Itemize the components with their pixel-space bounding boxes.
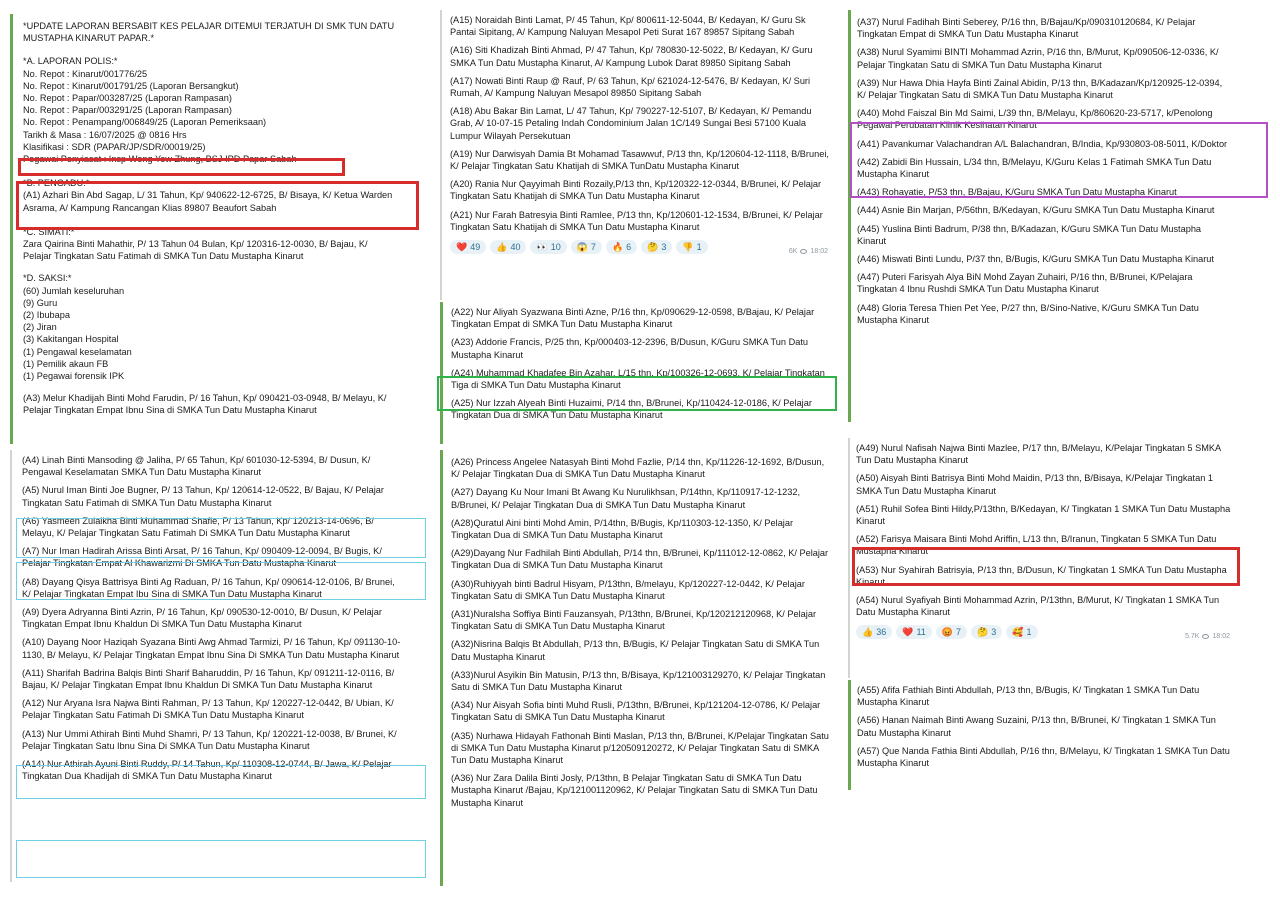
reaction-chip[interactable]: [641, 240, 672, 254]
witness-entry: (A8) Dayang Qisya Battrisya Binti Ag Raduan, P/ 16 Tahun, Kp/ 090614-12-0106, B/ Brunei, K/ Pelajar Tingkatan Empat Ibu Sina di SMKA Tun Datu Mustapha Kinarut: [22, 576, 395, 599]
section-police-reports: *A. LAPORAN POLIS:* No. Repot : Kinarut/001776/25 No. Repot : Kinarut/001791/25 (Laporan Bersangkut) No. Repot : Papar/003287/25 (Laporan Rampasan) No. Repot : Papar/003291/25 (Laporan Rampasan) No. Repot : Penampang/006849/25 (Laporan Pemeriksaan) Tarikh & Masa : 16/07/2025 @ 0816 Hrs Klasifikasi : SDR (PAPAR/JP/SDR/00019/25): [23, 56, 267, 152]
witness-entry: (A55) Afifa Fathiah Binti Abdullah, P/13 thn, B/Bugis, K/ Tingkatan 1 SMKA Tun Datu Mustapha Kinarut: [857, 685, 1200, 708]
reaction-chip[interactable]: [530, 240, 566, 254]
reactions-bar: [450, 239, 830, 255]
witness-entry: (A26) Princess Angelee Natasyah Binti Mohd Fazlie, P/14 thn, Kp/11226-12-1692, B/Dusun, K/ Pelajar Tingkatan Dua di SMKA Tun Datu Mustapha Kinarut: [451, 457, 825, 480]
reaction-chip[interactable]: [571, 240, 602, 254]
witness-entry: (A30)Ruhiyyah binti Badrul Hisyam, P/13thn, B/melayu, Kp/120227-12-0442, K/ Pelajar Tingkatan Satu di SMKA Tun Datu Mustapha Kinarut: [451, 578, 805, 601]
witness-entry: (A38) Nurul Syamimi BINTI Mohammad Azrin, P/16 thn, B/Murut, Kp/090506-12-0336, K/ Pelajar Tingkatan Satu di SMKA Tun Datu Mustapha Kinarut: [857, 47, 1219, 70]
reaction-chip[interactable]: [1006, 625, 1037, 639]
reaction-chip[interactable]: [490, 240, 526, 254]
witness-entry: (A10) Dayang Noor Haziqah Syazana Binti Awg Ahmad Tarmizi, P/ 16 Tahun, Kp/ 091130-10-1130, B/ Melayu, K/ Pelajar Tingkatan Empat Ibnu Sina Di SMKA Tun Datu Mustapha Kinarut: [22, 637, 401, 660]
witness-entry: (A13) Nur Ummi Athirah Binti Muhd Shamri, P/ 13 Tahun, Kp/ 120221-12-0038, B/ Brunei, K/ Pelajar Tingkatan Satu Ibnu Sina Di SMKA Tun Datu Mustapha Kinarut: [22, 728, 397, 751]
witness-entry: (A12) Nur Aryana Isra Najwa Binti Rahman, P/ 13 Tahun, Kp/ 120227-12-0442, B/ Ubian, K/ Pelajar Tingkatan Satu Fatimah Di SMKA Tun Datu Mustapha Kinarut: [22, 698, 394, 721]
reaction-emoji-icon: 🤔: [977, 626, 989, 637]
witness-entry: (A21) Nur Farah Batresyia Binti Ramlee, P/13 thn, Kp/120601-12-1534, B/Brunei, K/ Pelajar Tingkatan Satu Khatijah di SMKA Tun Datu Mustapha Kinarut: [450, 209, 823, 232]
witness-entry: (A48) Gloria Teresa Thien Pet Yee, P/27 thn, B/Sino-Native, K/Guru SMKA Tun Datu Mustapha Kinarut: [857, 302, 1199, 325]
reaction-chip[interactable]: [676, 240, 707, 254]
reaction-chips: [450, 240, 708, 254]
witness-list: [857, 684, 1232, 769]
message-panel-witnesses-a15-a21: [440, 10, 838, 300]
message-panel-witnesses-a26-a36: [440, 450, 838, 886]
witness-entry: (A45) Yuslina Binti Badrum, P/38 thn, B/Kadazan, K/Guru SMKA Tun Datu Mustapha Kinarut: [857, 223, 1202, 246]
reaction-emoji-icon: 👍: [862, 626, 874, 637]
witness-entry: (A29)Dayang Nur Fadhilah Binti Abdullah, P/14 thn, B/Brunei, Kp/111012-12-0862, K/ Pelajar Tingkatan Dua di SMKA Tun Datu Mustapha Kinarut: [451, 548, 829, 571]
reaction-count: 3: [991, 627, 997, 638]
reaction-chip[interactable]: [971, 625, 1002, 639]
reactions-bar: [856, 624, 1232, 640]
witness-entry: (A36) Nur Zara Dalila Binti Josly, P/13thn, B Pelajar Tingkatan Satu di SMKA Tun Datu Mustapha Kinarut /Bajau, Kp/121001120962, K/ Pelajar Tingkatan Satu di SMKA Tun Datu Mustapha Kinarut: [451, 773, 818, 808]
witness-list: [450, 14, 830, 233]
witness-entry: (A20) Rania Nur Qayyimah Binti Rozaily,P/13 thn, Kp/120322-12-0344, B/Brunei, K/ Pelajar Tingkatan Satu Khatijah di SMKA Tun Datu Mustapha Kinarut: [450, 179, 822, 202]
witness-entry: (A25) Nur Izzah Alyeah Binti Huzaimi, P/14 thn, B/Brunei, Kp/110424-12-0186, K/ Pelajar Tingkatan Dua di SMKA Tun Datu Mustapha Kinarut: [451, 398, 812, 421]
reaction-count: 1: [1026, 627, 1032, 638]
witness-entry: (A34) Nur Aisyah Sofia binti Muhd Rusli, P/13thn, B/Brunei, Kp/121204-12-0786, K/ Pelajar Tingkatan Satu di SMKA Tun Datu Mustapha Kinarut: [451, 700, 821, 723]
reaction-chip[interactable]: [936, 625, 967, 639]
reaction-emoji-icon: 🤔: [647, 241, 659, 252]
reaction-emoji-icon: 😱: [576, 241, 588, 252]
section-witnesses: *D. SAKSI:* (60) Jumlah keseluruhan (9) Guru (2) Ibubapa (2) Jiran (3) Kakitangan Hospital (1) Pengawal keselamatan (1) Pemilik akaun FB (1) Pegawai forensik IPK: [23, 273, 132, 382]
witness-entry: (A43) Rohayatie, P/53 thn, B/Bajau, K/Guru SMKA Tun Datu Mustapha Kinarut: [857, 187, 1177, 198]
witness-list: [22, 454, 402, 782]
witness-entry: (A42) Zabidi Bin Hussain, L/34 thn, B/Melayu, K/Guru Kelas 1 Fatimah SMKA Tun Datu Mustapha Kinarut: [857, 156, 1212, 180]
reaction-count: 7: [590, 242, 596, 253]
message-time: 18:02: [1212, 633, 1230, 641]
witness-entry: (A27) Dayang Ku Nour Imani Bt Awang Ku Nurulikhsan, P/14thn, Kp/110917-12-1232, B/Brunei, K/ Pelajar Tingkatan Dua di SMKA Tun Datu Mustapha Kinarut: [451, 487, 800, 510]
witness-entry: (A57) Que Nanda Fathia Binti Abdullah, P/16 thn, B/Melayu, K/ Tingkatan 1 SMKA Tun Datu Mustapha Kinarut: [857, 745, 1230, 769]
witness-entry: (A4) Linah Binti Mansoding @ Jaliha, P/ 65 Tahun, Kp/ 601030-12-5394, B/ Dusun, K/ Pengawal Keselamatan SMKA Tun Datu Mustapha Kinarut: [22, 455, 371, 478]
reaction-count: 7: [956, 627, 962, 638]
reaction-emoji-icon: 🔥: [611, 241, 624, 252]
section-deceased: *C. SIMATI:* Zara Qairina Binti Mahathir, P/ 13 Tahun 04 Bulan, Kp/ 120316-12-0030, B/ Bajau, K/ Pelajar Tingkatan Satu Fatimah di SMKA Tun Datu Mustapha Kinarut: [23, 226, 368, 262]
witness-entry: (A18) Abu Bakar Bin Lamat, L/ 47 Tahun, Kp/ 790227-12-5107, B/ Kedayan, K/ Pemandu Grab, A/ 10-07-15 Petaling Indah Condominium Jalan 1C/149 Sungai Besi 57100 Kuala Lumpur Wilayah Persekutuan: [450, 106, 812, 141]
message-panel-witnesses-a37-a48: [848, 10, 1240, 422]
reaction-count: 1: [696, 242, 702, 253]
witness-entry: (A32)Nisrina Balqis Bt Abdullah, P/13 thn, B/Bugis, K/ Pelajar Tingkatan Satu di SMKA Tun Datu Mustapha Kinarut: [451, 639, 820, 662]
eye-icon: [800, 249, 807, 254]
reaction-count: 3: [661, 242, 667, 253]
witness-entry: (A44) Asnie Bin Marjan, P/56thn, B/Kedayan, K/Guru SMKA Tun Datu Mustapha Kinarut: [857, 205, 1215, 216]
witness-entry: (A23) Addorie Francis, P/25 thn, Kp/000403-12-2396, B/Dusun, K/Guru SMKA Tun Datu Mustapha Kinarut: [451, 337, 808, 360]
witness-entry: (A39) Nur Hawa Dhia Hayfa Binti Zainal Abidin, P/13 thn, B/Kadazan/Kp/120925-12-0394, K/ Pelajar Tingkatan Satu di SMKA Tun Datu Mustapha Kinarut: [857, 77, 1223, 101]
reaction-emoji-icon: 😡: [941, 626, 954, 637]
message-panel-witnesses-a55-a57: [848, 680, 1240, 790]
view-count: 6K: [788, 248, 798, 256]
witness-entry: (A28)Quratul Aini binti Mohd Amin, P/14thn, B/Bugis, Kp/110303-12-1350, K/ Pelajar Tingkatan Dua di SMKA Tun Datu Mustapha Kinarut: [451, 517, 794, 541]
witness-entry: (A15) Noraidah Binti Lamat, P/ 45 Tahun, Kp/ 800611-12-5044, B/ Kedayan, K/ Guru Sk Pantai Sipitang, A/ Kampung Naluyan Mesapol Peti Surat 167 89857 Sipitang Sabah: [450, 15, 806, 38]
reaction-chip[interactable]: [606, 240, 637, 254]
reaction-count: 11: [916, 627, 926, 638]
witness-entry: (A50) Aisyah Binti Batrisya Binti Mohd Maidin, P/13 thn, B/Bisaya, K/Pelajar Tingkatan 1 SMKA Tun Datu Mustapha Kinarut: [856, 473, 1213, 496]
witness-entry: (A52) Farisya Maisara Binti Mohd Ariffin, L/13 thn, B/Iranun, Tingkatan 5 SMKA Tun Datu Mustapha Kinarut: [856, 534, 1217, 557]
message-meta: [1185, 633, 1230, 640]
witness-entry: (A49) Nurul Nafisah Najwa Binti Mazlee, P/17 thn, B/Melayu, K/Pelajar Tingkatan 5 SMKA Tun Datu Mustapha Kinarut: [856, 443, 1221, 466]
witness-entry: (A41) Pavankumar Valachandran A/L Balachandran, B/India, Kp/930803-08-5011, K/Doktor: [857, 138, 1228, 149]
reaction-emoji-icon: 👍: [496, 241, 508, 252]
witness-list: [451, 306, 830, 422]
reaction-emoji-icon: ❤️: [902, 626, 914, 637]
witness-entry: (A16) Siti Khadizah Binti Ahmad, P/ 47 Tahun, Kp/ 780830-12-5022, B/ Kedayan, K/ Guru SMKA Tun Datu Mustapha Kinarut, A/ Kampung Lubok Darat 89850 Sipitang Sabah: [450, 45, 813, 68]
witness-entry: (A24) Muhammad Khadafee Bin Azahar, L/15 thn, Kp/100326-12-0693, K/ Pelajar Tingkatan Tiga di SMKA Tun Datu Mustapha Kinarut: [451, 367, 825, 391]
reaction-chip[interactable]: [896, 625, 932, 639]
reaction-emoji-icon: 👎: [682, 241, 694, 252]
witness-entry: (A11) Sharifah Badrina Balqis Binti Sharif Baharuddin, P/ 16 Tahun, Kp/ 091211-12-0116, B/ Bajau, K/ Pelajar Tingkatan Empat Ibnu Khaldun Di SMKA Tun Datu Mustapha Kinarut: [22, 667, 395, 691]
reaction-count: 6: [626, 242, 632, 253]
investigating-officer: Pegawai Penyiasat : Insp Wong Yew Zhung, BSJ IPD Papar Sabah: [23, 154, 297, 165]
reaction-chips: [856, 625, 1038, 639]
message-panel-witnesses-a49-a54: [848, 438, 1240, 678]
message-panel-report-header: [10, 14, 410, 444]
reaction-chip[interactable]: [450, 240, 486, 254]
message-panel-witnesses-a22-a25: [440, 302, 838, 444]
reaction-emoji-icon: 🥰: [1012, 626, 1024, 637]
witness-entry: (A47) Puteri Farisyah Alya BiN Mohd Zayan Zuhairi, P/16 thn, B/Brunei, K/Pelajara Tingkatan 4 Ibnu Rushdi SMKA Tun Datu Mustapha Kinarut: [857, 272, 1193, 295]
reaction-count: 49: [470, 242, 481, 253]
witness-entry: (A31)Nuralsha Soffiya Binti Fauzansyah, P/13thn, B/Brunei, Kp/120212120968, K/ Pelajar Tingkatan Satu di SMKA Tun Datu Mustapha Kinarut: [451, 609, 817, 632]
witness-entry: (A40) Mohd Faiszal Bin Md Saimi, L/39 thn, B/Melayu, Kp/860620-23-5717, k/Penolong Pegawai Perubatan Klinik Kesihatan Kinarut: [857, 108, 1213, 131]
witness-a3: (A3) Melur Khadijah Binti Mohd Farudin, P/ 16 Tahun, Kp/ 090421-03-0948, B/ Melayu, K/ Pelajar Tingkatan Empat Ibnu Sina di SMKA Tun Datu Mustapha Kinarut: [23, 393, 387, 416]
witness-entry: (A6) Yasmeen Zulaikha Binti Muhammad Shafie, P/ 13 Tahun, Kp/ 120213-14-0696, B/ Melayu, K/ Pelajar Tingkatan Satu Fatimah Di SMKA Tun Datu Mustapha Kinarut: [22, 515, 374, 539]
reaction-count: 40: [510, 242, 521, 253]
witness-entry: (A37) Nurul Fadihah Binti Seberey, P/16 thn, B/Bajau/Kp/090310120684, K/ Pelajar Tingkatan Empat di SMKA Tun Datu Mustapha Kinarut: [857, 17, 1196, 40]
witness-entry: (A14) Nur Athirah Ayuni Binti Ruddy, P/ 14 Tahun, Kp/ 110308-12-0744, B/ Jawa, K/ Pelajar Tingkatan Dua Khadijah di SMKA Tun Datu Mustapha Kinarut: [22, 759, 392, 782]
witness-entry: (A53) Nur Syahirah Batrisyia, P/13 thn, B/Dusun, K/ Tingkatan 1 SMKA Tun Datu Mustapha Kinarut: [856, 564, 1227, 587]
witness-entry: (A22) Nur Aliyah Syazwana Binti Azne, P/16 thn, Kp/090629-12-0598, B/Bajau, K/ Pelajar Tingkatan Empat di SMKA Tun Datu Mustapha Kinarut: [451, 307, 815, 330]
witness-entry: (A9) Dyera Adryanna Binti Azrin, P/ 16 Tahun, Kp/ 090530-12-0010, B/ Dusun, K/ Pelajar Tingkatan Empat Ibnu Khaldun Di SMKA Tun Datu Mustapha Kinarut: [22, 607, 382, 630]
reaction-emoji-icon: ❤️: [456, 241, 468, 252]
reaction-count: 10: [550, 242, 561, 253]
reaction-emoji-icon: 👀: [536, 241, 548, 252]
report-title: *UPDATE LAPORAN BERSABIT KES PELAJAR DITEMUI TERJATUH DI SMK TUN DATU MUSTAPHA KINARUT PAPAR.*: [23, 21, 395, 44]
witness-entry: (A33)Nurul Asyikin Bin Matusin, P/13 thn, B/Bisaya, Kp/121003129270, K/ Pelajar Tingkatan Satu di SMKA Tun Datu Mustapha Kinarut: [451, 669, 826, 693]
reaction-count: 36: [876, 627, 887, 638]
witness-list: [451, 456, 830, 809]
witness-list: [856, 442, 1232, 618]
message-meta: [789, 248, 828, 255]
section-complainant: *B. PENGADU:* (A1) Azhari Bin Abd Sagap, L/ 31 Tahun, Kp/ 940622-12-6725, B/ Bisaya, K/ Ketua Warden Asrama, A/ Kampung Rancangan Klias 89807 Beaufort Sabah: [23, 178, 393, 213]
witness-entry: (A7) Nur Iman Hadirah Arissa Binti Arsat, P/ 16 Tahun, Kp/ 090409-12-0094, B/ Bugis, K/ Pelajar Tingkatan Empat Al Khawarizmi Di SMKA Tun Datu Mustapha Kinarut: [22, 546, 382, 569]
witness-entry: (A51) Ruhil Sofea Binti Hildy,P/13thn, B/Kedayan, K/ Tingkatan 1 SMKA Tun Datu Mustapha Kinarut: [856, 503, 1231, 527]
witness-entry: (A56) Hanan Naimah Binti Awang Suzaini, P/13 thn, B/Brunei, K/ Tingkatan 1 SMKA Tun Datu Mustapha Kinarut: [857, 715, 1216, 738]
witness-entry: (A35) Nurhawa Hidayah Fathonah Binti Maslan, P/13 thn, B/Brunei, K/Pelajar Tingkatan Satu di SMKA Tun Datu Mustapha Kinarut p/120509120272, K/ Pelajar Tingkatan Satu di SMKA Tun Datu Mustapha Kinarut: [451, 730, 829, 766]
witness-entry: (A46) Miswati Binti Lundu, P/37 thn, B/Bugis, K/Guru SMKA Tun Datu Mustapha Kinarut: [857, 254, 1214, 265]
witness-entry: (A54) Nurul Syafiyah Binti Mohammad Azrin, P/13thn, B/Murut, K/ Tingkatan 1 SMKA Tun Datu Mustapha Kinarut: [856, 595, 1220, 618]
witness-entry: (A5) Nurul Iman Binti Joe Bugner, P/ 13 Tahun, Kp/ 120614-12-0522, B/ Bajau, K/ Pelajar Tingkatan Satu Fatimah di SMKA Tun Datu Mustapha Kinarut: [22, 485, 384, 508]
eye-icon: [1202, 634, 1209, 639]
reaction-chip[interactable]: [856, 625, 892, 639]
view-count: 5.7K: [1185, 633, 1200, 641]
witness-entry: (A19) Nur Darwisyah Damia Bt Mohamad Tasawwuf, P/13 thn, Kp/120604-12-1118, B/Brunei, K/ Pelajar Tingkatan Satu Khatijah di SMKA TunDatu Mustapha Kinarut: [450, 148, 829, 172]
message-panel-witnesses-a4-a14: [10, 450, 410, 882]
message-time: 18:02: [810, 248, 828, 256]
witness-entry: (A17) Nowati Binti Raup @ Rauf, P/ 63 Tahun, Kp/ 621024-12-5476, B/ Kedayan, K/ Suri Rumah, A/ Kampung Naluyan Mesapol 89850 Sipitang Sabah: [450, 75, 811, 99]
witness-list: [857, 16, 1232, 326]
